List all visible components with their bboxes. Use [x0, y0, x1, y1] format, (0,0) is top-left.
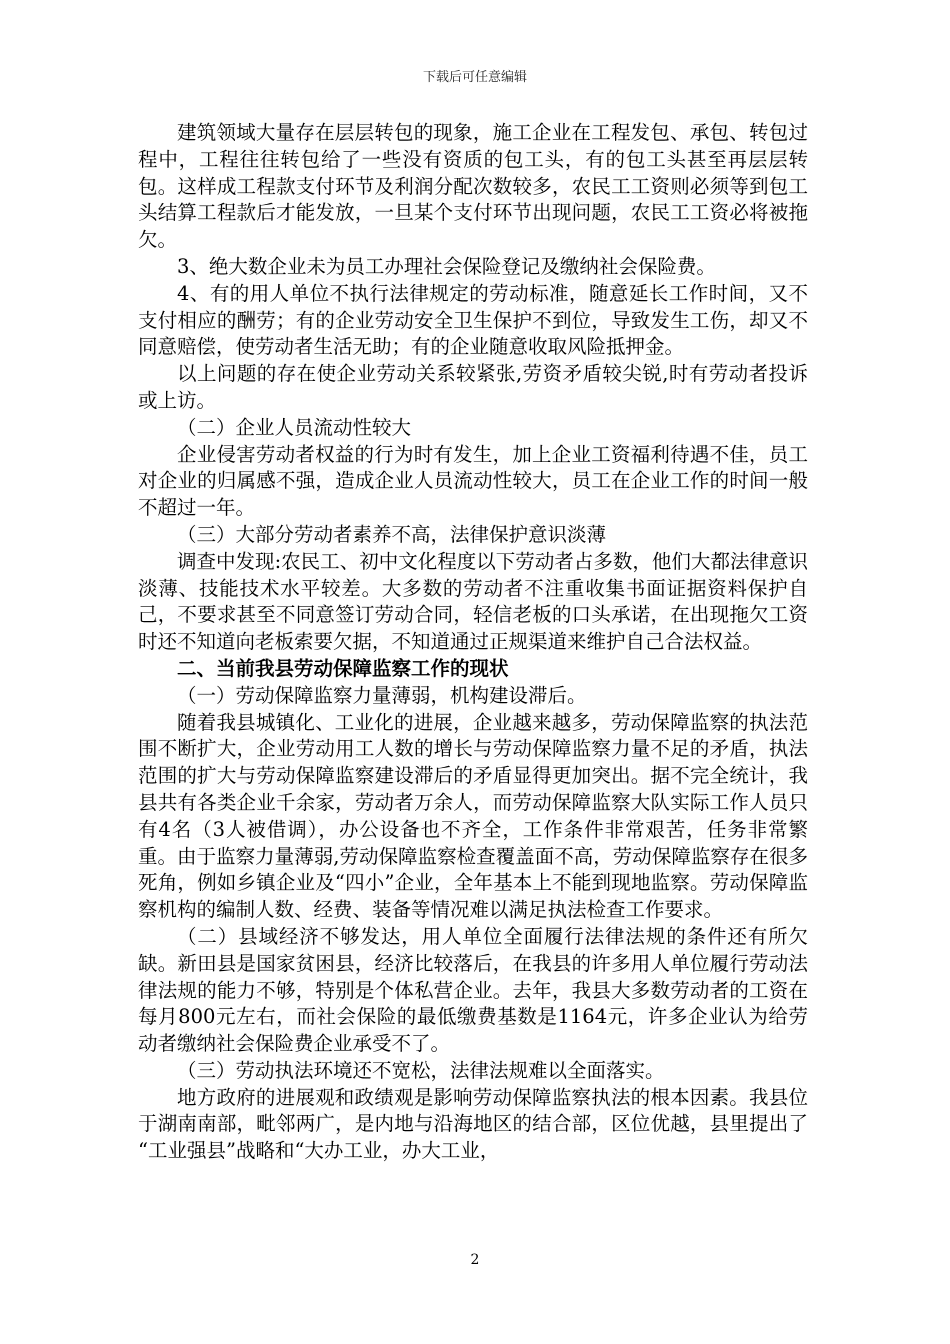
subheading: （二）企业人员流动性较大	[177, 415, 412, 439]
paragraph: 调查中发现:农民工、初中文化程度以下劳动者占多数，他们大都法律意识淡薄、技能技术水平较差。大多数的劳动者不注重收集书面证据资料保护自己，不要求甚至不同意签订劳动合同，轻信老板的口头承诺，在出现拖欠工资时还不知道向老板索要欠据，不知道通过正规渠道来维护自己合法权益。	[138, 549, 808, 654]
document-body	[138, 120, 808, 1165]
subheading: （一）劳动保障监察力量薄弱，机构建设滞后。	[177, 683, 587, 707]
paragraph: 4、有的用人单位不执行法律规定的劳动标准，随意延长工作时间，又不支付相应的酬劳；有的企业劳动安全卫生保护不到位，导致发生工伤，却又不同意赔偿，使劳动者生活无助；有的企业随意收取风险抵押金。	[138, 281, 808, 359]
paragraph: 地方政府的进展观和政绩观是影响劳动保障监察执法的根本因素。我县位于湖南南部，毗邻两广，是内地与沿海地区的结合部，区位优越，县里提出了 “工业强县”战略和“大办工业，办大工业，	[138, 1085, 808, 1163]
paragraph: （二）县域经济不够发达，用人单位全面履行法律法规的条件还有所欠缺。新田县是国家贫困县，经济比较落后，在我县的许多用人单位履行劳动法律法规的能力不够，特别是个体私营企业。去年，我县大多数劳动者的工资在每月800元左右，而社会保险的最低缴费基数是1164元，许多企业认为给劳动者缴纳社会保险费企业承受不了。	[138, 924, 808, 1056]
paragraph: 企业侵害劳动者权益的行为时有发生，加上企业工资福利待遇不佳，员工对企业的归属感不强，造成企业人员流动性较大，员工在企业工作的时间一般不超过一年。	[138, 442, 808, 520]
page-header: 下载后可任意编辑	[422, 70, 527, 85]
paragraph: 以上问题的存在使企业劳动关系较紧张,劳资矛盾较尖锐,时有劳动者投诉或上访。	[138, 362, 808, 412]
section-heading: 二、当前我县劳动保障监察工作的现状	[177, 656, 509, 680]
page-number: 2	[470, 1252, 480, 1268]
paragraph: 建筑领域大量存在层层转包的现象，施工企业在工程发包、承包、转包过程中，工程往往转包给了一些没有资质的包工头，有的包工头甚至再层层转包。这样成工程款支付环节及利润分配次数较多，农民工工资则必须等到包工头结算工程款后才能发放，一旦某个支付环节出现问题，农民工工资必将被拖欠。	[138, 121, 808, 252]
subheading: （三）劳动执法环境还不宽松，法律法规难以全面落实。	[177, 1058, 665, 1082]
paragraph: 随着我县城镇化、工业化的进展，企业越来越多，劳动保障监察的执法范围不断扩大，企业劳动用工人数的增长与劳动保障监察力量不足的矛盾，执法范围的扩大与劳动保障监察建设滞后的矛盾显得更加突出。据不完全统计，我县共有各类企业千余家，劳动者万余人，而劳动保障监察大队实际工作人员只有4名（3人被借调），办公设备也不齐全，工作条件非常艰苦，任务非常繁重。由于监察力量薄弱,劳动保障监察检查覆盖面不高，劳动保障监察存在很多死角，例如乡镇企业及“四小”企业，全年基本上不能到现地监察。劳动保障监察机构的编制人数、经费、装备等情况难以满足执法检查工作要求。	[138, 710, 808, 922]
paragraph: 3、绝大数企业未为员工办理社会保险登记及缴纳社会保险费。	[177, 254, 716, 278]
subheading: （三）大部分劳动者素养不高，法律保护意识淡薄	[177, 522, 607, 546]
